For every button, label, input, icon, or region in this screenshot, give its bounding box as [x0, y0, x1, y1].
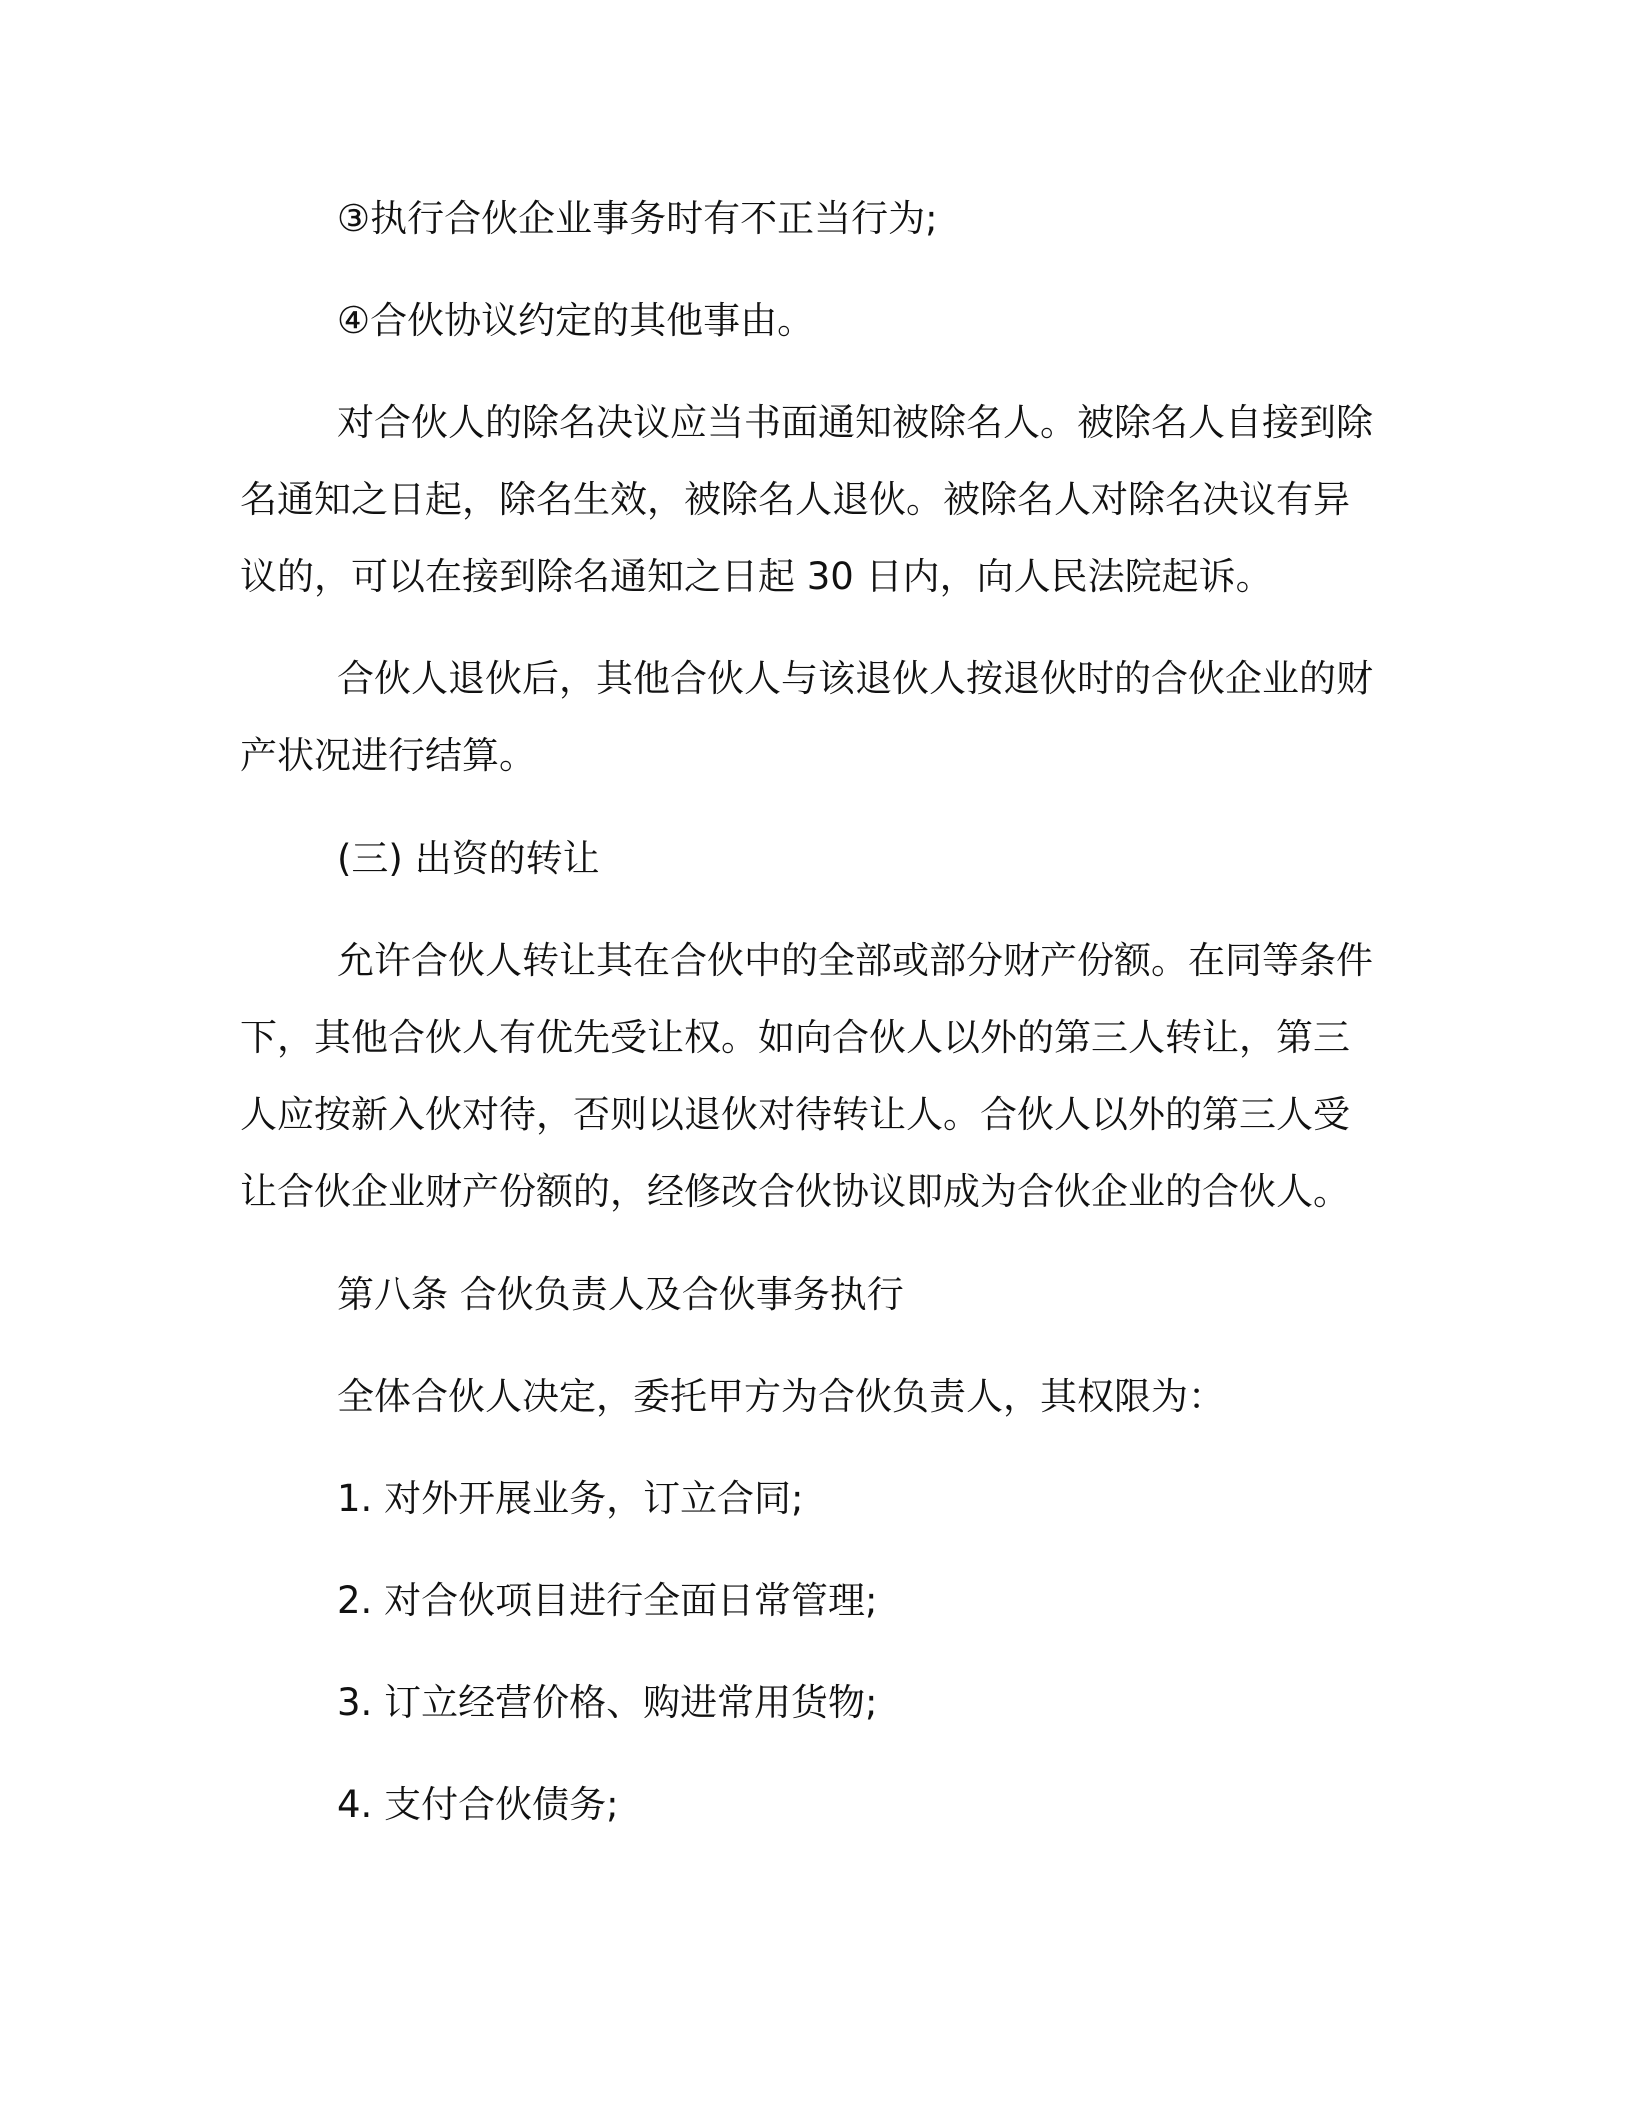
text-line: 第八条 合伙负责人及合伙事务执行 [337, 1273, 904, 1316]
paragraph-authority [240, 1358, 1467, 1435]
text-line: 人应按新入伙对待，否则以退伙对待转让人。合伙人以外的第三人受 [240, 1093, 1350, 1136]
text-line: 1. 对外开展业务，订立合同; [337, 1477, 804, 1520]
text-line: 合伙人退伙后，其他合伙人与该退伙人按退伙时的合伙企业的财 [337, 657, 1373, 700]
article-heading-8 [240, 1256, 1467, 1333]
section-heading-transfer [240, 820, 1467, 897]
text-line: 3. 订立经营价格、购进常用货物; [337, 1681, 878, 1724]
text-line: 允许合伙人转让其在合伙中的全部或部分财产份额。在同等条件 [337, 939, 1373, 982]
text-line: 全体合伙人决定，委托甲方为合伙负责人，其权限为： [337, 1375, 1225, 1418]
text-line: 2. 对合伙项目进行全面日常管理; [337, 1579, 878, 1622]
paragraph-item-3 [240, 180, 1467, 257]
list-item-1 [240, 1460, 1467, 1537]
text-line: 下，其他合伙人有优先受让权。如向合伙人以外的第三人转让，第三 [240, 1016, 1350, 1059]
paragraph-settlement [240, 640, 1373, 794]
text-line: 议的，可以在接到除名通知之日起 30 日内，向人民法院起诉。 [240, 555, 1273, 598]
paragraph-expulsion-notice [240, 384, 1373, 615]
text-line: 名通知之日起，除名生效，被除名人退伙。被除名人对除名决议有异 [240, 478, 1350, 521]
text-line: (三) 出资的转让 [337, 837, 600, 880]
text-line: 让合伙企业财产份额的，经修改合伙协议即成为合伙企业的合伙人。 [240, 1170, 1350, 1213]
list-item-2 [240, 1562, 1467, 1639]
text-line: ④合伙协议约定的其他事由。 [337, 299, 815, 342]
text-line: 对合伙人的除名决议应当书面通知被除名人。被除名人自接到除 [337, 401, 1373, 444]
list-item-4 [240, 1766, 1467, 1843]
text-line: 4. 支付合伙债务; [337, 1783, 619, 1826]
list-item-3 [240, 1664, 1467, 1741]
text-line: ③执行合伙企业事务时有不正当行为; [337, 197, 938, 240]
paragraph-item-4 [240, 282, 1467, 359]
text-line: 产状况进行结算。 [240, 734, 536, 777]
paragraph-transfer-rules [240, 922, 1373, 1230]
